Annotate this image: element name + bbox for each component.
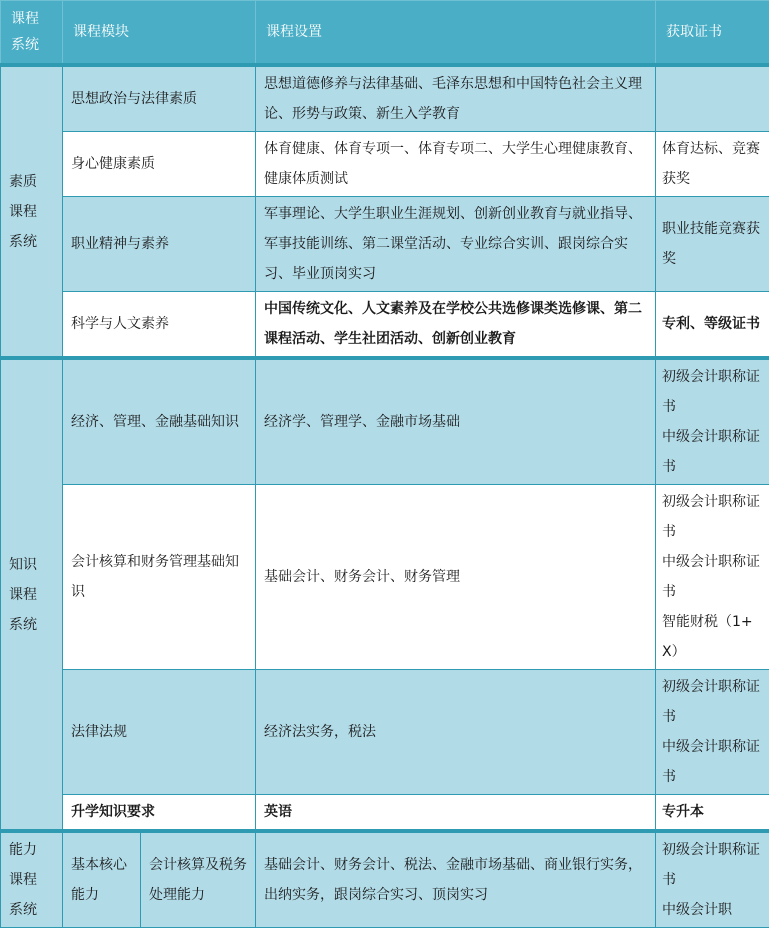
system-cell-ability: 能力 课程 系统 xyxy=(1,831,63,928)
cert-cell: 专利、等级证书 xyxy=(656,292,769,359)
cert-cell: 专升本 xyxy=(656,795,769,832)
cert-cell: 初级会计职称证书 中级会计职称证书 智能财税（1+X） xyxy=(656,485,769,670)
module-cell: 法律法规 xyxy=(63,670,256,795)
header-cert: 获取证书 xyxy=(656,1,769,66)
courses-cell: 基础会计、财务会计、税法、金融市场基础、商业银行实务，出纳实务，跟岗综合实习、顶岗实习 xyxy=(256,831,656,928)
header-row xyxy=(1,1,769,66)
table-row xyxy=(1,670,769,795)
cert-cell: 职业技能竞赛获奖 xyxy=(656,197,769,292)
table-row xyxy=(1,197,769,292)
cert-cell: 初级会计职称证书 中级会计职称证书 xyxy=(656,670,769,795)
table-row xyxy=(1,292,769,359)
courses-cell: 经济法实务，税法 xyxy=(256,670,656,795)
table-row xyxy=(1,831,769,928)
table-row xyxy=(1,65,769,132)
cert-cell: 体育达标、竞赛获奖 xyxy=(656,132,769,197)
table-row xyxy=(1,795,769,832)
cert-cell: 初级会计职称证书 中级会计职 xyxy=(656,831,769,928)
module-cell: 基本核心能力 xyxy=(63,831,141,928)
courses-cell: 经济学、管理学、金融市场基础 xyxy=(256,358,656,485)
module-cell: 升学知识要求 xyxy=(63,795,256,832)
header-courses: 课程设置 xyxy=(256,1,656,66)
courses-cell: 军事理论、大学生职业生涯规划、创新创业教育与就业指导、军事技能训练、第二课堂活动、专业综合实训、跟岗综合实习、毕业顶岗实习 xyxy=(256,197,656,292)
courses-cell: 英语 xyxy=(256,795,656,832)
system-cell-knowledge: 知识 课程 系统 xyxy=(1,358,63,831)
cert-cell xyxy=(656,65,769,132)
module-cell: 科学与人文素养 xyxy=(63,292,256,359)
module-cell: 职业精神与素养 xyxy=(63,197,256,292)
table-row xyxy=(1,485,769,670)
header-system: 课程 系统 xyxy=(1,1,63,66)
courses-cell: 中国传统文化、人文素养及在学校公共选修课类选修课、第二课程活动、学生社团活动、创新创业教育 xyxy=(256,292,656,359)
header-module: 课程模块 xyxy=(63,1,256,66)
courses-cell: 思想道德修养与法律基础、毛泽东思想和中国特色社会主义理论、形势与政策、新生入学教育 xyxy=(256,65,656,132)
system-cell-quality: 素质 课程 系统 xyxy=(1,65,63,358)
table-row xyxy=(1,358,769,485)
submodule-cell: 会计核算及税务处理能力 xyxy=(141,831,256,928)
table-row xyxy=(1,132,769,197)
cert-cell: 初级会计职称证书 中级会计职称证书 xyxy=(656,358,769,485)
module-cell: 会计核算和财务管理基础知识 xyxy=(63,485,256,670)
courses-cell: 基础会计、财务会计、财务管理 xyxy=(256,485,656,670)
module-cell: 身心健康素质 xyxy=(63,132,256,197)
module-cell: 经济、管理、金融基础知识 xyxy=(63,358,256,485)
module-cell: 思想政治与法律素质 xyxy=(63,65,256,132)
courses-cell: 体育健康、体育专项一、体育专项二、大学生心理健康教育、健康体质测试 xyxy=(256,132,656,197)
